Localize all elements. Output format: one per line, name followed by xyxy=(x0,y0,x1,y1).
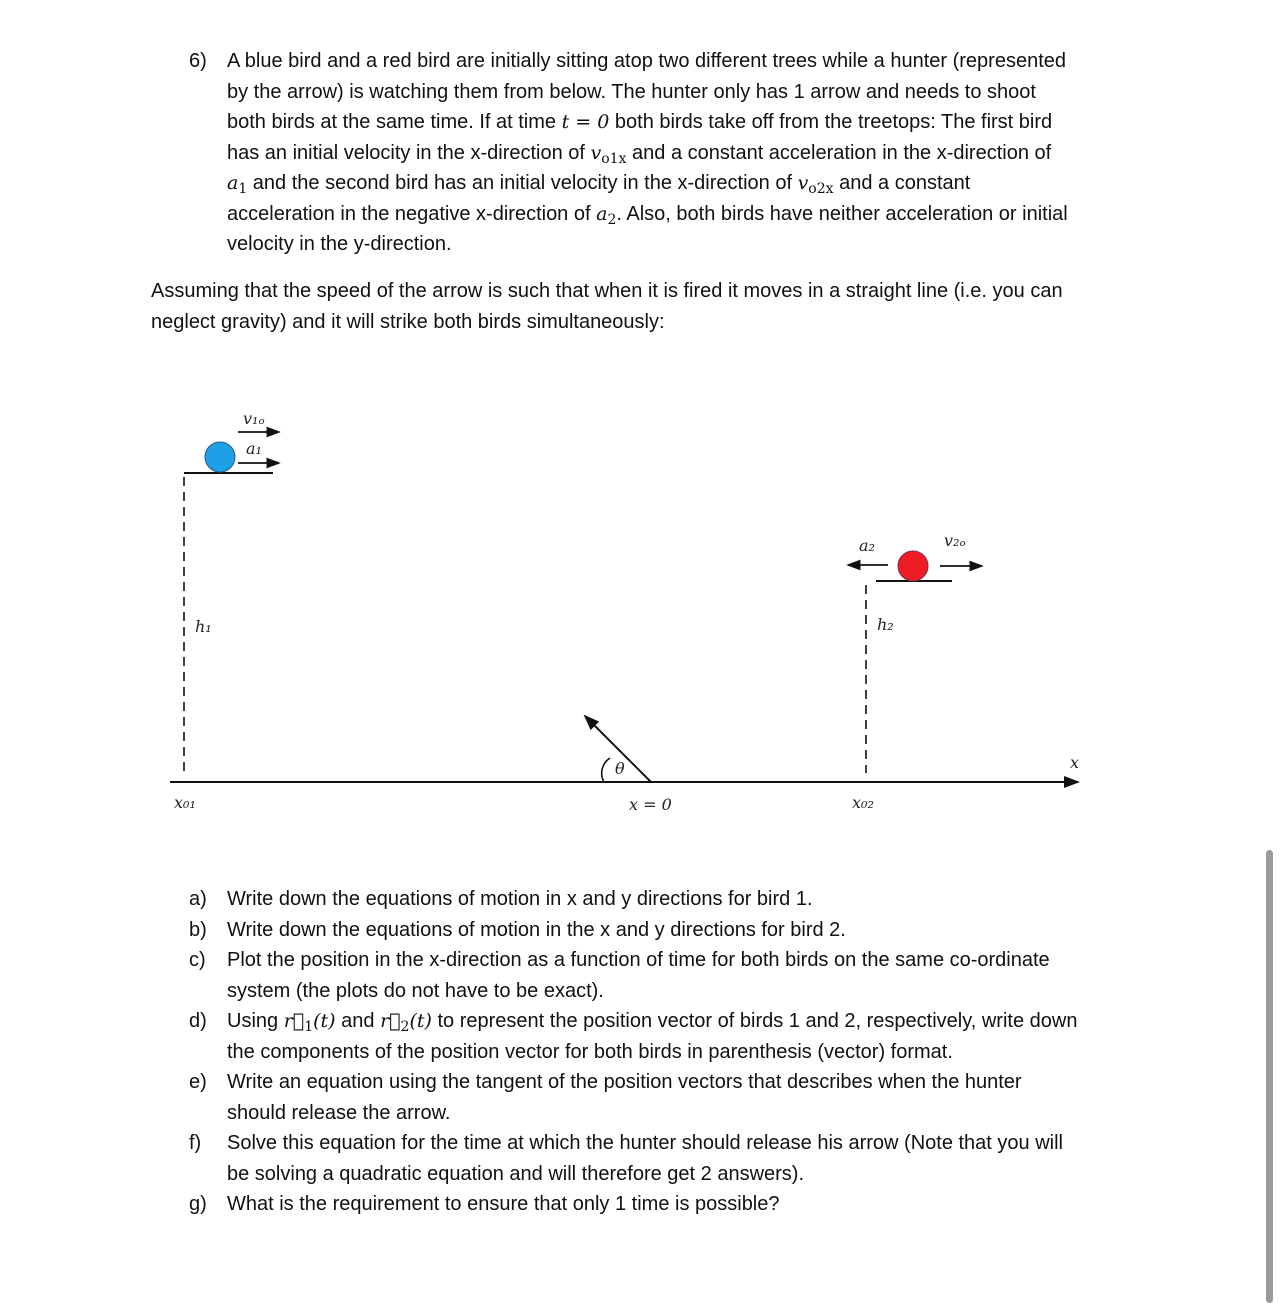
question-label: c) xyxy=(189,949,206,971)
math-subscript: o2x xyxy=(808,181,834,197)
math-subscript: 2 xyxy=(400,1019,410,1035)
label-x-zero: x = 0 xyxy=(629,795,672,814)
text-line xyxy=(227,1162,804,1186)
text-segment: Using xyxy=(227,1010,284,1032)
text-segment: What is the requirement to ensure that only 1 time is possible? xyxy=(227,1193,780,1215)
text-segment: Write down the equations of motion in x and y directions for bird 1. xyxy=(227,888,813,910)
text-line xyxy=(227,979,604,1003)
label-theta: θ xyxy=(615,759,625,778)
math-argument: (t) xyxy=(313,1010,336,1032)
problem-number: 6) xyxy=(189,50,207,72)
text-segment: A blue bird and a red bird are initially sitting atop two different trees while a hunter (represented xyxy=(227,50,1067,72)
math-subscript: 2 xyxy=(607,211,617,228)
text-segment: acceleration in the negative x-direction of xyxy=(227,202,597,225)
text-segment: velocity in the y-direction. xyxy=(227,233,452,255)
label-x02: x₀₂ xyxy=(852,793,874,812)
math-symbol: a xyxy=(596,202,608,225)
question-label: b) xyxy=(189,918,207,941)
label-x01: x₀₁ xyxy=(174,793,196,812)
math-symbol: r⃗ xyxy=(283,1010,305,1032)
text-line xyxy=(227,1131,1063,1155)
text-segment: Plot the position in the x-direction as a function of time for both birds on the same co-ordinate xyxy=(227,949,1050,971)
math-symbol: t = 0 xyxy=(561,111,610,133)
math-subscript: 1 xyxy=(304,1019,314,1035)
text-line xyxy=(227,1192,780,1216)
blue-bird xyxy=(205,442,235,472)
text-segment: has an initial velocity in the x-direction of xyxy=(227,141,591,164)
text-line xyxy=(227,918,846,942)
math-expression xyxy=(283,1010,336,1035)
text-segment: Write down the equations of motion in the x and y directions for bird 2. xyxy=(227,918,846,941)
text-segment: and xyxy=(335,1010,381,1032)
math-symbol: r⃗ xyxy=(380,1010,401,1032)
label-h2: h₂ xyxy=(877,615,894,634)
math-subscript: 1 xyxy=(238,181,248,197)
question-label: g) xyxy=(189,1193,207,1215)
label-h1: h₁ xyxy=(195,617,212,636)
math-subscript: o1x xyxy=(601,150,627,167)
text-segment: neglect gravity) and it will strike both birds simultaneously: xyxy=(151,310,665,333)
math-expression xyxy=(380,1010,432,1035)
question-label: a) xyxy=(189,888,207,910)
math-argument: (t) xyxy=(409,1010,432,1032)
red-bird xyxy=(898,551,928,581)
label-x-axis: x xyxy=(1070,753,1080,772)
label-v20: v₂ₒ xyxy=(944,531,966,550)
label-a1: a₁ xyxy=(246,439,262,458)
text-line xyxy=(227,1101,450,1125)
theta-arc xyxy=(602,758,610,782)
text-segment: by the arrow) is watching them from below. The hunter only has 1 arrow and needs to shoot xyxy=(227,80,1036,103)
text-segment: should release the arrow. xyxy=(227,1101,451,1124)
text-segment: the components of the position vector for both birds in parenthesis (vector) format. xyxy=(227,1040,953,1063)
question-label: d) xyxy=(189,1010,207,1032)
text-segment: system (the plots do not have to be exact). xyxy=(227,979,604,1002)
math-symbol: v xyxy=(797,172,809,194)
text-segment: and the second bird has an initial velocity in the x-direction of xyxy=(247,172,798,194)
text-segment: Solve this equation for the time at which the hunter should release his arrow (Note that you will xyxy=(227,1132,1063,1154)
text-line xyxy=(227,1009,1077,1033)
text-line xyxy=(227,1070,1022,1094)
text-segment: and a constant acceleration in the x-direction of xyxy=(626,141,1052,164)
question-label: f) xyxy=(189,1132,202,1154)
question-label: e) xyxy=(189,1071,207,1093)
text-segment: and a constant xyxy=(833,172,971,194)
text-line xyxy=(227,1040,953,1064)
label-a2: a₂ xyxy=(859,536,875,555)
math-symbol: v xyxy=(590,141,602,164)
text-segment: Write an equation using the tangent of the position vectors that describes when the hunter xyxy=(227,1071,1022,1093)
text-segment: both birds at the same time. If at time xyxy=(227,111,562,133)
text-segment: to represent the position vector of birds 1 and 2, respectively, write down xyxy=(431,1010,1078,1032)
text-segment: be solving a quadratic equation and will therefore get 2 answers). xyxy=(227,1162,805,1185)
text-segment: both birds take off from the treetops: The first bird xyxy=(609,111,1053,133)
text-line xyxy=(227,948,1050,972)
label-v10: v₁ₒ xyxy=(243,409,265,428)
math-symbol: a xyxy=(227,172,239,194)
scrollbar[interactable] xyxy=(1266,850,1273,1303)
text-segment: Assuming that the speed of the arrow is such that when it is fired it moves in a straight line (i.e. you can xyxy=(151,280,1063,302)
text-segment: . Also, both birds have neither acceleration or initial xyxy=(616,202,1068,225)
text-line xyxy=(227,887,813,911)
